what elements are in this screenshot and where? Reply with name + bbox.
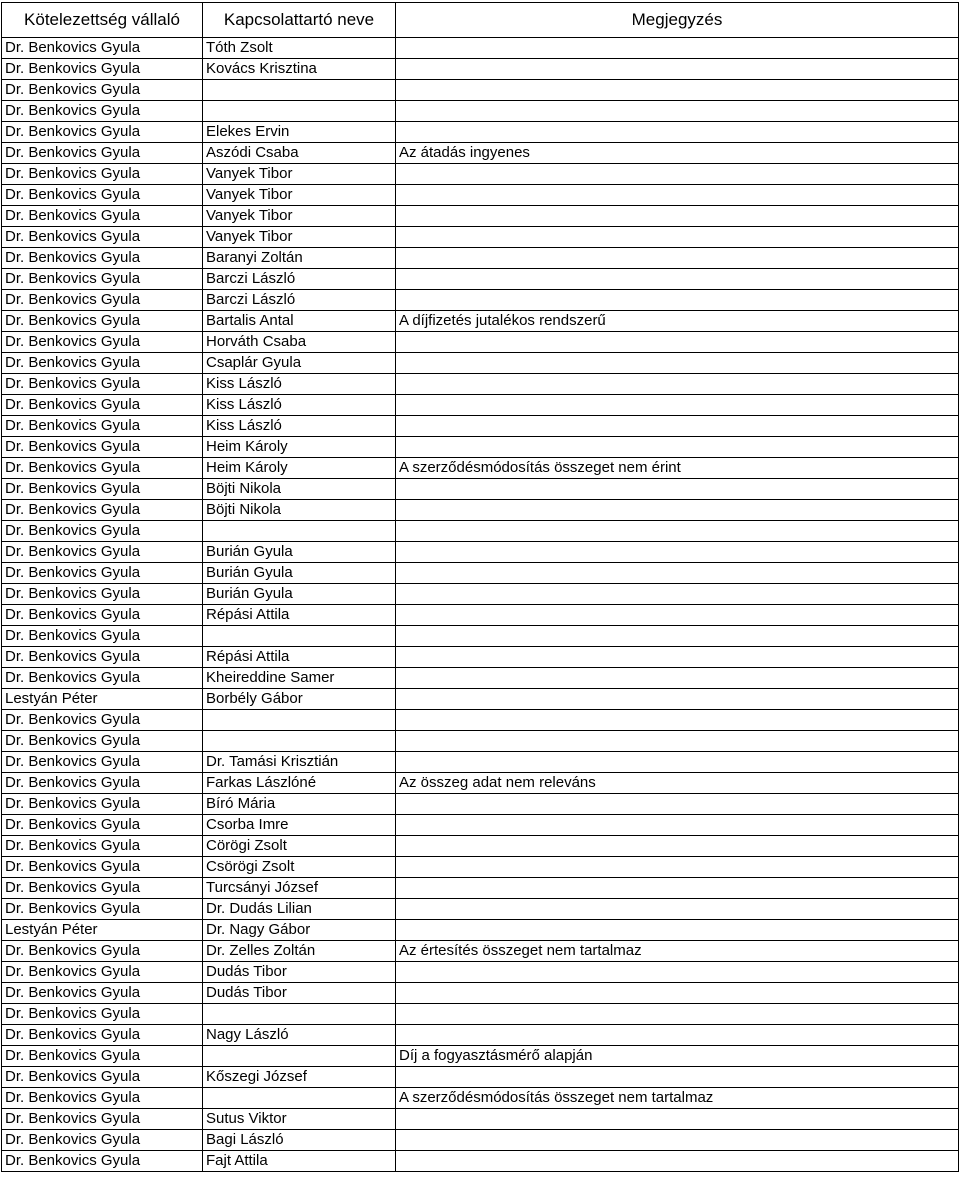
contacts-table xyxy=(1,2,959,1172)
contact-name-cell: Nagy László xyxy=(203,1025,396,1046)
committer-cell: Dr. Benkovics Gyula xyxy=(2,1088,203,1109)
table-row xyxy=(2,605,959,626)
remark-cell xyxy=(396,563,959,584)
table-row xyxy=(2,1088,959,1109)
table-header xyxy=(2,3,959,38)
contact-name-cell xyxy=(203,626,396,647)
contact-name-cell xyxy=(203,101,396,122)
table-row xyxy=(2,38,959,59)
contact-name-cell: Csörögi Zsolt xyxy=(203,857,396,878)
remark-cell xyxy=(396,647,959,668)
table-row xyxy=(2,227,959,248)
table-row xyxy=(2,752,959,773)
table-row xyxy=(2,983,959,1004)
table-row xyxy=(2,395,959,416)
table-row xyxy=(2,521,959,542)
committer-cell: Dr. Benkovics Gyula xyxy=(2,710,203,731)
table-row xyxy=(2,815,959,836)
remark-cell xyxy=(396,164,959,185)
contact-name-cell: Böjti Nikola xyxy=(203,479,396,500)
contact-name-cell xyxy=(203,1046,396,1067)
remark-cell xyxy=(396,710,959,731)
contact-name-cell: Vanyek Tibor xyxy=(203,227,396,248)
contact-name-cell: Dudás Tibor xyxy=(203,962,396,983)
table-row xyxy=(2,584,959,605)
contact-name-cell: Csaplár Gyula xyxy=(203,353,396,374)
committer-cell: Dr. Benkovics Gyula xyxy=(2,1046,203,1067)
committer-cell: Dr. Benkovics Gyula xyxy=(2,185,203,206)
table-row xyxy=(2,437,959,458)
table-row xyxy=(2,311,959,332)
committer-cell: Dr. Benkovics Gyula xyxy=(2,80,203,101)
committer-cell: Dr. Benkovics Gyula xyxy=(2,353,203,374)
remark-cell xyxy=(396,584,959,605)
remark-cell: A szerződésmódosítás összeget nem tartalmaz xyxy=(396,1088,959,1109)
committer-cell: Dr. Benkovics Gyula xyxy=(2,122,203,143)
committer-cell: Dr. Benkovics Gyula xyxy=(2,836,203,857)
contact-name-cell: Barczi László xyxy=(203,269,396,290)
committer-cell: Dr. Benkovics Gyula xyxy=(2,605,203,626)
table-row xyxy=(2,122,959,143)
remark-cell xyxy=(396,899,959,920)
remark-cell xyxy=(396,1025,959,1046)
contact-name-cell: Turcsányi József xyxy=(203,878,396,899)
remark-cell xyxy=(396,1109,959,1130)
committer-cell: Dr. Benkovics Gyula xyxy=(2,269,203,290)
committer-cell: Dr. Benkovics Gyula xyxy=(2,143,203,164)
remark-cell xyxy=(396,983,959,1004)
table-row xyxy=(2,836,959,857)
committer-cell: Dr. Benkovics Gyula xyxy=(2,332,203,353)
contact-name-cell: Böjti Nikola xyxy=(203,500,396,521)
committer-cell: Dr. Benkovics Gyula xyxy=(2,752,203,773)
remark-cell xyxy=(396,59,959,80)
committer-cell: Dr. Benkovics Gyula xyxy=(2,878,203,899)
remark-cell: A szerződésmódosítás összeget nem érint xyxy=(396,458,959,479)
contact-name-cell: Kheireddine Samer xyxy=(203,668,396,689)
contact-name-cell: Bagi László xyxy=(203,1130,396,1151)
table-row xyxy=(2,542,959,563)
header-committer: Kötelezettség vállaló xyxy=(2,3,203,38)
table-row xyxy=(2,143,959,164)
contact-name-cell: Burián Gyula xyxy=(203,563,396,584)
committer-cell: Dr. Benkovics Gyula xyxy=(2,815,203,836)
contact-name-cell xyxy=(203,710,396,731)
committer-cell: Dr. Benkovics Gyula xyxy=(2,101,203,122)
contact-name-cell: Dr. Nagy Gábor xyxy=(203,920,396,941)
committer-cell: Dr. Benkovics Gyula xyxy=(2,563,203,584)
header-remark: Megjegyzés xyxy=(396,3,959,38)
table-row xyxy=(2,479,959,500)
remark-cell xyxy=(396,752,959,773)
contact-name-cell: Elekes Ervin xyxy=(203,122,396,143)
table-row xyxy=(2,962,959,983)
table-row xyxy=(2,269,959,290)
remark-cell xyxy=(396,353,959,374)
contact-name-cell: Vanyek Tibor xyxy=(203,185,396,206)
remark-cell xyxy=(396,290,959,311)
remark-cell xyxy=(396,332,959,353)
remark-cell xyxy=(396,1004,959,1025)
committer-cell: Dr. Benkovics Gyula xyxy=(2,479,203,500)
table-row xyxy=(2,332,959,353)
contact-name-cell: Bíró Mária xyxy=(203,794,396,815)
committer-cell: Dr. Benkovics Gyula xyxy=(2,857,203,878)
committer-cell: Dr. Benkovics Gyula xyxy=(2,941,203,962)
committer-cell: Dr. Benkovics Gyula xyxy=(2,1067,203,1088)
remark-cell xyxy=(396,416,959,437)
contact-name-cell: Fajt Attila xyxy=(203,1151,396,1172)
contact-name-cell xyxy=(203,731,396,752)
contact-name-cell: Dr. Tamási Krisztián xyxy=(203,752,396,773)
remark-cell xyxy=(396,815,959,836)
committer-cell: Dr. Benkovics Gyula xyxy=(2,1025,203,1046)
contact-name-cell xyxy=(203,80,396,101)
remark-cell xyxy=(396,185,959,206)
table-row xyxy=(2,185,959,206)
remark-cell xyxy=(396,479,959,500)
contact-name-cell: Tóth Zsolt xyxy=(203,38,396,59)
contact-name-cell: Horváth Csaba xyxy=(203,332,396,353)
table-row xyxy=(2,1067,959,1088)
remark-cell xyxy=(396,731,959,752)
table-row xyxy=(2,920,959,941)
table-row xyxy=(2,647,959,668)
remark-cell: Az összeg adat nem releváns xyxy=(396,773,959,794)
contact-name-cell xyxy=(203,1004,396,1025)
remark-cell xyxy=(396,836,959,857)
table-row xyxy=(2,353,959,374)
remark-cell xyxy=(396,374,959,395)
committer-cell: Dr. Benkovics Gyula xyxy=(2,962,203,983)
contact-name-cell: Farkas Lászlóné xyxy=(203,773,396,794)
table-row xyxy=(2,878,959,899)
committer-cell: Dr. Benkovics Gyula xyxy=(2,395,203,416)
table-row xyxy=(2,290,959,311)
committer-cell: Dr. Benkovics Gyula xyxy=(2,1004,203,1025)
table-row xyxy=(2,458,959,479)
contact-name-cell: Barczi László xyxy=(203,290,396,311)
remark-cell: Az átadás ingyenes xyxy=(396,143,959,164)
contact-name-cell xyxy=(203,1088,396,1109)
remark-cell xyxy=(396,794,959,815)
remark-cell xyxy=(396,122,959,143)
table-row xyxy=(2,1109,959,1130)
committer-cell: Lestyán Péter xyxy=(2,920,203,941)
table-row xyxy=(2,731,959,752)
committer-cell: Dr. Benkovics Gyula xyxy=(2,416,203,437)
committer-cell: Dr. Benkovics Gyula xyxy=(2,311,203,332)
committer-cell: Dr. Benkovics Gyula xyxy=(2,248,203,269)
table-row xyxy=(2,563,959,584)
table-row xyxy=(2,899,959,920)
contact-name-cell: Baranyi Zoltán xyxy=(203,248,396,269)
contact-name-cell xyxy=(203,521,396,542)
committer-cell: Dr. Benkovics Gyula xyxy=(2,227,203,248)
table-row xyxy=(2,80,959,101)
committer-cell: Dr. Benkovics Gyula xyxy=(2,374,203,395)
contact-name-cell: Vanyek Tibor xyxy=(203,206,396,227)
table-row xyxy=(2,857,959,878)
committer-cell: Dr. Benkovics Gyula xyxy=(2,794,203,815)
committer-cell: Dr. Benkovics Gyula xyxy=(2,206,203,227)
remark-cell xyxy=(396,626,959,647)
committer-cell: Dr. Benkovics Gyula xyxy=(2,731,203,752)
table-row xyxy=(2,1151,959,1172)
remark-cell xyxy=(396,227,959,248)
contact-name-cell: Aszódi Csaba xyxy=(203,143,396,164)
table-row xyxy=(2,794,959,815)
committer-cell: Dr. Benkovics Gyula xyxy=(2,1151,203,1172)
contact-name-cell: Borbély Gábor xyxy=(203,689,396,710)
table-row xyxy=(2,374,959,395)
contact-name-cell: Bartalis Antal xyxy=(203,311,396,332)
remark-cell xyxy=(396,857,959,878)
header-contact-name: Kapcsolattartó neve xyxy=(203,3,396,38)
contact-name-cell: Kovács Krisztina xyxy=(203,59,396,80)
remark-cell xyxy=(396,605,959,626)
contact-name-cell: Vanyek Tibor xyxy=(203,164,396,185)
committer-cell: Dr. Benkovics Gyula xyxy=(2,626,203,647)
contact-name-cell: Burián Gyula xyxy=(203,584,396,605)
committer-cell: Dr. Benkovics Gyula xyxy=(2,500,203,521)
remark-cell xyxy=(396,920,959,941)
table-row xyxy=(2,668,959,689)
contact-name-cell: Burián Gyula xyxy=(203,542,396,563)
table-row xyxy=(2,59,959,80)
contact-name-cell: Répási Attila xyxy=(203,605,396,626)
table-row xyxy=(2,689,959,710)
committer-cell: Dr. Benkovics Gyula xyxy=(2,164,203,185)
remark-cell: Az értesítés összeget nem tartalmaz xyxy=(396,941,959,962)
table-row xyxy=(2,773,959,794)
remark-cell xyxy=(396,1151,959,1172)
contact-name-cell: Kiss László xyxy=(203,395,396,416)
table-row xyxy=(2,1004,959,1025)
committer-cell: Dr. Benkovics Gyula xyxy=(2,38,203,59)
remark-cell xyxy=(396,1130,959,1151)
remark-cell xyxy=(396,395,959,416)
remark-cell xyxy=(396,206,959,227)
table-row xyxy=(2,1025,959,1046)
table-row xyxy=(2,416,959,437)
contact-name-cell: Cörögi Zsolt xyxy=(203,836,396,857)
header-row xyxy=(2,3,959,38)
table-row xyxy=(2,710,959,731)
table-row xyxy=(2,1130,959,1151)
remark-cell: A díjfizetés jutalékos rendszerű xyxy=(396,311,959,332)
remark-cell xyxy=(396,248,959,269)
contact-name-cell: Kőszegi József xyxy=(203,1067,396,1088)
contact-name-cell: Csorba Imre xyxy=(203,815,396,836)
committer-cell: Dr. Benkovics Gyula xyxy=(2,773,203,794)
table-row xyxy=(2,206,959,227)
table-row xyxy=(2,500,959,521)
contact-name-cell: Dudás Tibor xyxy=(203,983,396,1004)
contact-name-cell: Dr. Zelles Zoltán xyxy=(203,941,396,962)
remark-cell xyxy=(396,689,959,710)
committer-cell: Lestyán Péter xyxy=(2,689,203,710)
committer-cell: Dr. Benkovics Gyula xyxy=(2,542,203,563)
committer-cell: Dr. Benkovics Gyula xyxy=(2,668,203,689)
committer-cell: Dr. Benkovics Gyula xyxy=(2,458,203,479)
committer-cell: Dr. Benkovics Gyula xyxy=(2,584,203,605)
remark-cell xyxy=(396,101,959,122)
committer-cell: Dr. Benkovics Gyula xyxy=(2,521,203,542)
table-row xyxy=(2,164,959,185)
remark-cell xyxy=(396,962,959,983)
remark-cell xyxy=(396,668,959,689)
committer-cell: Dr. Benkovics Gyula xyxy=(2,1109,203,1130)
remark-cell xyxy=(396,38,959,59)
remark-cell xyxy=(396,542,959,563)
remark-cell xyxy=(396,500,959,521)
contact-name-cell: Heim Károly xyxy=(203,458,396,479)
remark-cell xyxy=(396,1067,959,1088)
committer-cell: Dr. Benkovics Gyula xyxy=(2,899,203,920)
remark-cell xyxy=(396,437,959,458)
table-row xyxy=(2,941,959,962)
table-row xyxy=(2,1046,959,1067)
contact-name-cell: Dr. Dudás Lilian xyxy=(203,899,396,920)
remark-cell xyxy=(396,521,959,542)
contact-name-cell: Répási Attila xyxy=(203,647,396,668)
contact-name-cell: Sutus Viktor xyxy=(203,1109,396,1130)
table-row xyxy=(2,248,959,269)
committer-cell: Dr. Benkovics Gyula xyxy=(2,290,203,311)
committer-cell: Dr. Benkovics Gyula xyxy=(2,59,203,80)
table-body xyxy=(2,38,959,1172)
table-row xyxy=(2,626,959,647)
contact-name-cell: Kiss László xyxy=(203,416,396,437)
table-row xyxy=(2,101,959,122)
committer-cell: Dr. Benkovics Gyula xyxy=(2,1130,203,1151)
committer-cell: Dr. Benkovics Gyula xyxy=(2,437,203,458)
committer-cell: Dr. Benkovics Gyula xyxy=(2,983,203,1004)
committer-cell: Dr. Benkovics Gyula xyxy=(2,647,203,668)
remark-cell: Díj a fogyasztásmérő alapján xyxy=(396,1046,959,1067)
contact-name-cell: Kiss László xyxy=(203,374,396,395)
remark-cell xyxy=(396,269,959,290)
remark-cell xyxy=(396,878,959,899)
contact-name-cell: Heim Károly xyxy=(203,437,396,458)
remark-cell xyxy=(396,80,959,101)
